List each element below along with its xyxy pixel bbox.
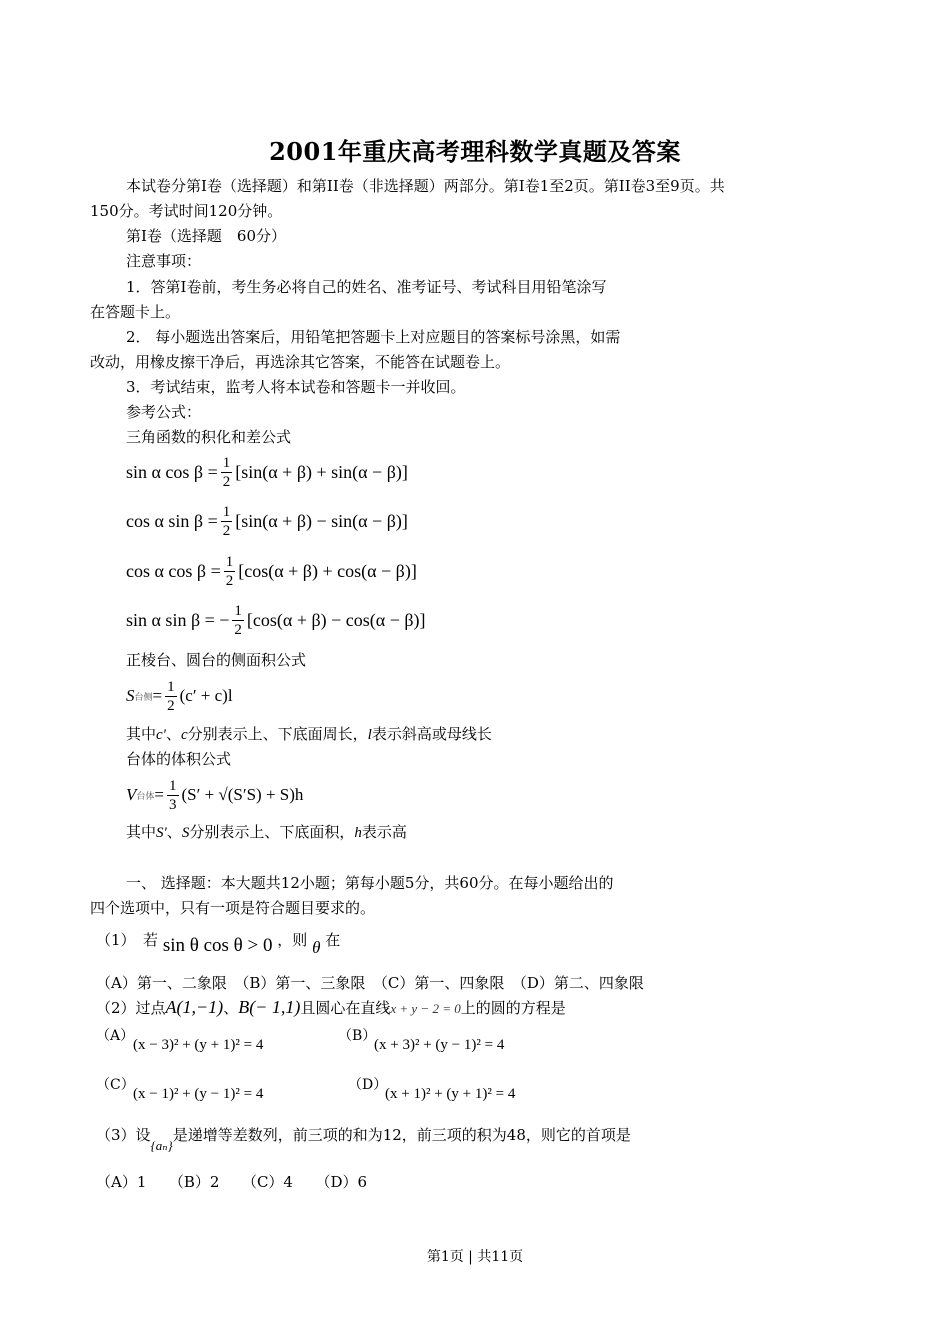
fraction-third: $\frac{1}{3}$ xyxy=(169,777,177,813)
fraction-half: $\frac{1}{2}$ xyxy=(222,503,231,539)
lateral-note: 其中c′、c分别表示上、下底面周长，l表示斜高或母线长 xyxy=(126,725,492,743)
page-footer: 第1页 | 共11页 xyxy=(426,1249,524,1265)
fraction-half: $\frac{1}{2}$ xyxy=(167,678,175,714)
formula-left: cos α cos β = xyxy=(126,560,221,581)
formula-left: cos α sin β = xyxy=(126,510,218,531)
question-2: （2）过点A(1,−1)、B(− 1,1)且圆心在直线x + y − 2 = 0上的圆的方程是 xyxy=(96,997,566,1017)
formula-right: [sin(α + β) + sin(α − β)] xyxy=(235,461,408,482)
intro-line-2: 150分。考试时间120分钟。 xyxy=(90,202,283,220)
formula-volume: V 台体 = $\frac{1}{3}$ (S′ + √(S′S) + S)h xyxy=(126,777,304,813)
formula-cos-sin xyxy=(126,499,408,543)
reference-heading: 参考公式： xyxy=(126,403,202,421)
q2-option-a: (x − 3)² + (y + 1)² = 4 xyxy=(133,1037,264,1053)
q2-option-b: (x + 3)² + (y − 1)² = 4 xyxy=(374,1037,505,1053)
q1-expression: sin θ cos θ > 0 xyxy=(162,935,273,956)
formula-sin-cos xyxy=(126,450,408,494)
question-3: （3）设{aₙ}是递增等差数列，前三项的和为12，前三项的积为48，则它的首项是 xyxy=(96,1126,631,1153)
notice-2a: 2． 每小题选出答案后，用铅笔把答题卡上对应题目的答案标号涂黑，如需 xyxy=(126,328,621,346)
fraction-half: $\frac{1}{2}$ xyxy=(225,553,234,589)
notice-3: 3．考试结束，监考人将本试卷和答题卡一并收回。 xyxy=(126,378,466,396)
formula-cos-cos xyxy=(126,549,417,593)
trig-heading: 三角函数的积化和差公式 xyxy=(126,428,292,446)
formula-lateral-area: S 台侧 = $\frac{1}{2}$ (c′ + c)l xyxy=(126,678,233,714)
part1-heading-a: 一、 选择题：本大题共12小题；第每小题5分，共60分。在每小题给出的 xyxy=(126,874,614,892)
notice-1b: 在答题卡上。 xyxy=(90,303,181,321)
q2-option-c: (x − 1)² + (y − 1)² = 4 xyxy=(133,1086,264,1102)
question-1: （1） 若 sin θ cos θ > 0 ，则 θ 在 xyxy=(96,931,341,957)
fraction-half: $\frac{1}{2}$ xyxy=(234,602,242,638)
section-heading: 第Ⅰ卷（选择题 60分） xyxy=(126,227,287,245)
formula-left: sin α sin β = − xyxy=(126,609,230,630)
notice-2b: 改动，用橡皮擦干净后，再选涂其它答案，不能答在试题卷上。 xyxy=(90,353,511,371)
part1-heading-b: 四个选项中，只有一项是符合题目要求的。 xyxy=(90,899,376,917)
formula-left: sin α cos β = xyxy=(126,461,218,482)
notice-1a: 1．答第Ⅰ卷前，考生务必将自己的姓名、准考证号、考试科目用铅笔涂写 xyxy=(126,278,607,296)
formula-right: [sin(α + β) − sin(α − β)] xyxy=(235,510,408,531)
page-title: 2001年重庆高考理科数学真题及答案 xyxy=(269,137,681,166)
formula-sin-sin xyxy=(126,598,426,642)
volume-note: 其中S′、S分别表示上、下底面积，h表示高 xyxy=(126,823,407,841)
q2-option-d-label: （D） xyxy=(348,1077,388,1093)
q2-option-a-label: （A） xyxy=(96,1028,135,1044)
lateral-heading: 正棱台、圆台的侧面积公式 xyxy=(126,651,307,669)
formula-right: [cos(α + β) − cos(α − β)] xyxy=(246,609,426,630)
q2-option-d: (x + 1)² + (y + 1)² = 4 xyxy=(385,1086,516,1102)
intro-line-1: 本试卷分第Ⅰ卷（选择题）和第II卷（非选择题）两部分。第Ⅰ卷1至2页。第II卷3至9页。共 xyxy=(126,177,725,195)
volume-heading: 台体的体积公式 xyxy=(126,750,232,768)
formula-right: [cos(α + β) + cos(α − β)] xyxy=(238,560,417,581)
q2-option-b-label: （B） xyxy=(338,1028,377,1044)
notice-heading: 注意事项： xyxy=(126,252,202,270)
question-3-options: （A）1 （B）2 （C）4 （D）6 xyxy=(96,1173,368,1191)
q3-sequence: {aₙ} xyxy=(150,1138,173,1153)
question-1-options: （A）第一、二象限 （B）第一、三象限 （C）第一、四象限 （D）第二、四象限 xyxy=(96,974,644,992)
q2-option-c-label: （C） xyxy=(96,1077,135,1093)
fraction-half: $\frac{1}{2}$ xyxy=(222,454,231,490)
